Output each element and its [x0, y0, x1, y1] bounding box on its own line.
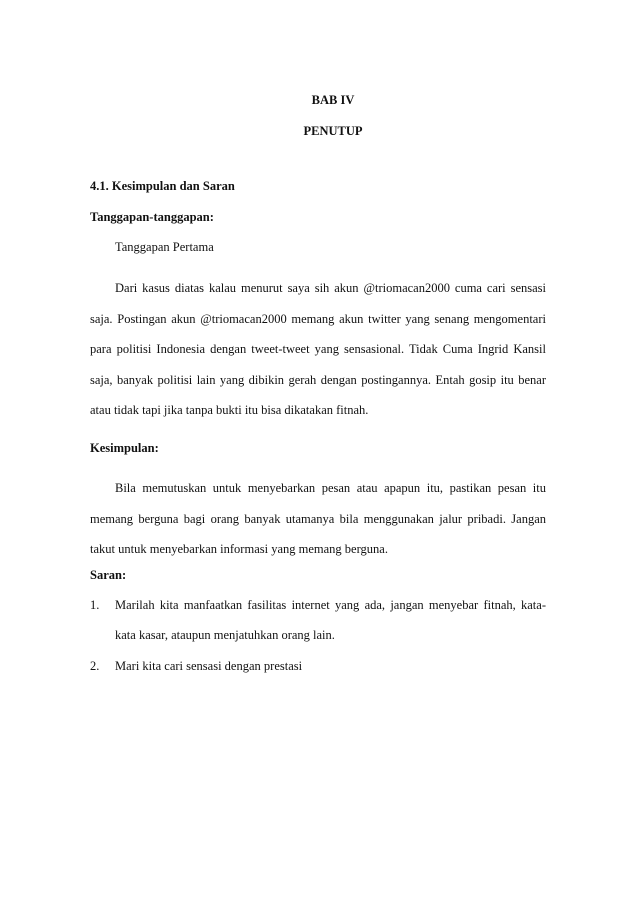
suggestion-line: Marilah kita manfaatkan fasilitas internet yang ada, jangan menyebar fitnah, kata- — [115, 598, 546, 612]
chapter-number: BAB IV — [311, 93, 355, 107]
suggestion-line: Mari kita cari sensasi dengan prestasi — [115, 659, 303, 673]
response-paragraph-line: saja. Postingan akun @triomacan2000 memang akun twitter yang senang mengomentari — [90, 312, 546, 326]
response-paragraph-line: saja, banyak politisi lain yang dibikin gerah dengan postingannya. Entah gosip itu benar — [90, 373, 546, 387]
response-paragraph-line: Dari kasus diatas kalau menurut saya sih akun @triomacan2000 cuma cari sensasi — [115, 281, 546, 295]
response-paragraph-line: para politisi Indonesia dengan tweet-tweet yang sensasional. Tidak Cuma Ingrid Kansil — [90, 342, 546, 356]
conclusion-heading: Kesimpulan: — [90, 441, 159, 455]
suggestions-heading: Saran: — [90, 568, 127, 582]
conclusion-paragraph-line: Bila memutuskan untuk menyebarkan pesan atau apapun itu, pastikan pesan itu — [115, 481, 546, 495]
chapter-title: PENUTUP — [303, 124, 363, 138]
conclusion-paragraph-line: takut untuk menyebarkan informasi yang memang berguna. — [90, 542, 388, 556]
response-paragraph-line: atau tidak tapi jika tanpa bukti itu bisa dikatakan fitnah. — [90, 403, 369, 417]
responses-heading: Tanggapan-tanggapan: — [90, 210, 214, 224]
section-heading: 4.1. Kesimpulan dan Saran — [90, 179, 235, 193]
suggestion-number: 1. — [90, 598, 100, 612]
suggestion-number: 2. — [90, 659, 100, 673]
suggestion-line: kata kasar, ataupun menjatuhkan orang lain. — [115, 628, 335, 642]
conclusion-paragraph-line: memang berguna bagi orang banyak utamanya bila menggunakan jalur pribadi. Jangan — [90, 512, 546, 526]
first-response-label: Tanggapan Pertama — [115, 240, 214, 254]
